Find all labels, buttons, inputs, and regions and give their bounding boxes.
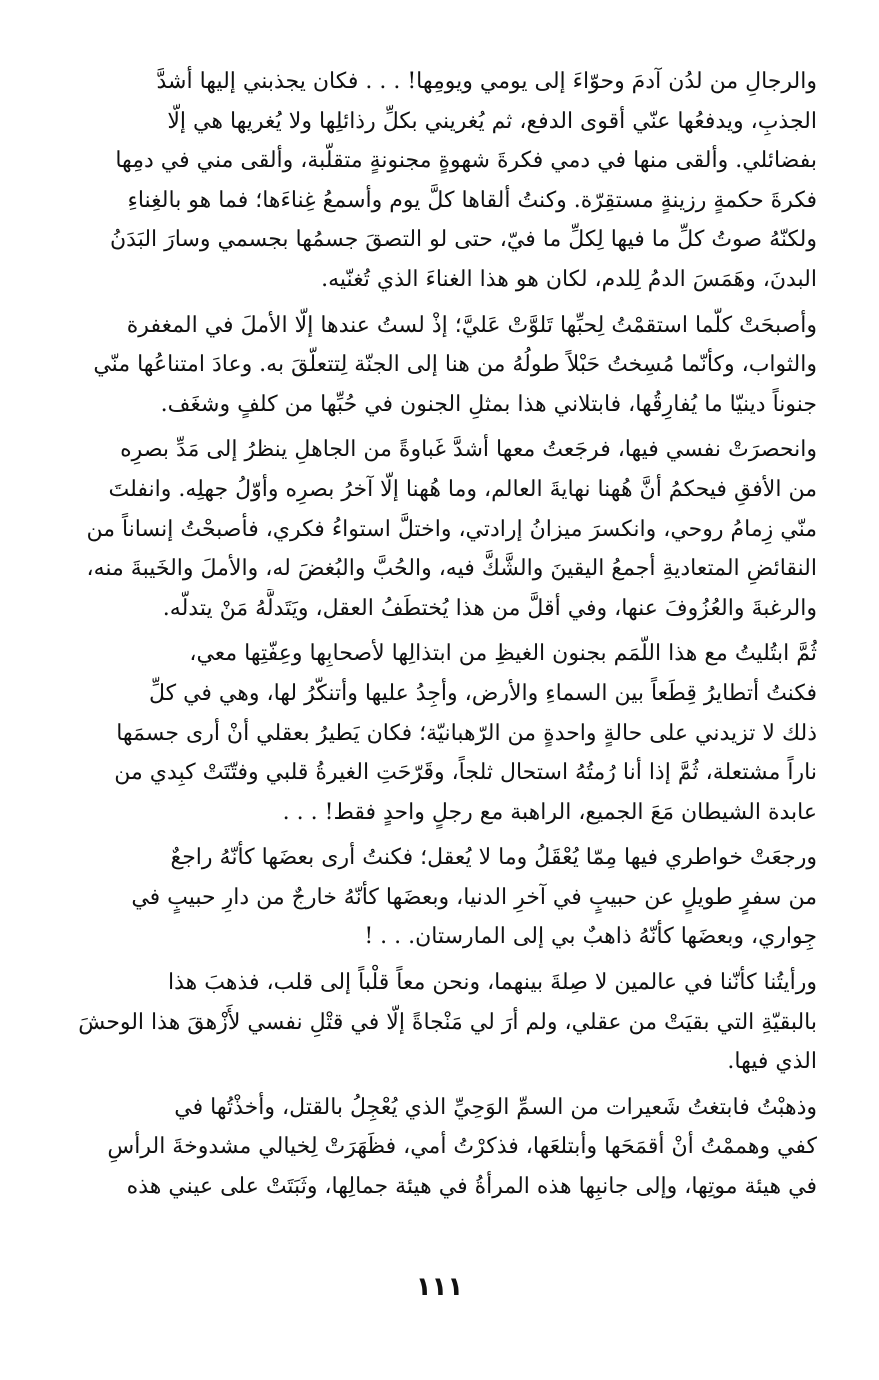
paragraph-1 [52,62,817,300]
text-line: جِواري، وبعضَها كأنّهُ ذاهبٌ بي إلى المارستان. . . ! [364,924,817,950]
text-line: ناراً مشتعلة، ثُمَّ إذا أنا رُمتُهُ استحال ثلجاً، وقَرّحَتِ الغيرةُ قلبي وفتّتَتْ كبِدي من [114,760,817,786]
text-line: ثُمَّ ابتُليتُ مع هذا اللّمَم بجنون الغيظِ من ابتذالِها لأصحابِها وعِفّتِها معي، [189,641,817,667]
text-line: ولكنّهُ صوتُ كلِّ ما فيها لِكلِّ ما فيّ، حتى لو التصقَ جسمُها بجسمي وسارَ البَدَنُ [109,227,817,253]
paragraph-6 [52,963,817,1082]
text-line: الذي فيها. [727,1049,817,1075]
text-line: الجذبِ، ويدفعُها عنّي أقوى الدفع، ثم يُغريني بكلِّ رذائلِها ولا يُغريها هي إلّا [167,108,817,134]
paragraph-3 [52,430,817,628]
text-line: كفي وهممْتُ أنْ أقمَحَها وأبتلعَها، فذكرْتُ أمي، فظَهَرَتْ لِخيالي مشدوخةَ الرأسِ [107,1134,817,1160]
text-line: بفضائلي. وألقى منها في دمي فكرةَ شهوةٍ مجنونةٍ متقلّبة، وألقى مني في دمِها [115,148,817,174]
paragraph-2 [52,306,817,425]
page-number: ١١١ [415,1272,464,1302]
text-line: والرغبةَ والعُزُوفَ عنها، وفي أقلَّ من هذا يُختطَفُ العقل، ويَتَدلَّهُ مَنْ يتدلّه. [162,595,817,621]
text-line: النقائضِ المتعاديةِ أجمعُ اليقينَ والشَّكَّ فيه، والحُبَّ والبُغضَ له، والأملَ والخَيبةَ منه، [86,556,817,582]
paragraph-4 [52,634,817,832]
text-line: ورجعَتْ خواطري فيها مِمّا يُعْقَلُ وما لا يُعقل؛ فكنتُ أرى بعضَها كأنّهُ راجعٌ [170,845,817,871]
paragraph-5 [52,838,817,957]
text-line: فكنتُ أتطايرُ قِطَعاً بين السماءِ والأرض، وأجِدُ عليها وأتنكّرُ لها، وهي في كلِّ [148,680,817,706]
text-body [52,62,817,1207]
text-line: فكرةَ حكمةٍ رزينةٍ مستقِرّة. وكنتُ ألقاها كلَّ يوم وأسمعُ غِناءَها؛ فما هو بالغِناءِ [127,187,817,213]
text-line: بالبقيّةِ التي بقيَتْ من عقلي، ولم أرَ لي مَنْجاةً إلّا في قتْلِ نفسي لأَزْهقَ هذا الوحشَ [78,1009,817,1035]
text-line: البدنَ، وهَمَسَ الدمُ لِلدم، لكان هو هذا الغناءَ الذي تُغنّيه. [321,266,817,292]
text-line: من الأفقِ فيحكمُ أنَّ هُهنا نهايةَ العالم، وما هُهنا إلّا آخرُ بصرِه وأوّلُ جهلِه. وانفلتَ [108,476,817,502]
text-line: وذهبْتُ فابتغتُ شَعيرات من السمِّ الوَحِيِّ الذي يُعْجِلُ بالقتل، وأخذْتُها في [174,1094,817,1120]
text-line: في هيئة موتِها، وإلى جانبِها هذه المرأةُ في هيئة جمالِها، وثَبَتَتْ على عيني هذه [126,1174,817,1200]
text-line: عابدة الشيطان مَعَ الجميع، الراهبة مع رجلٍ واحدٍ فقط! . . . [282,799,817,825]
text-line: وأصبحَتْ كلّما استقمْتُ لِحبِّها تَلوَّتْ عَليَّ؛ إذْ لستُ عندها إلّا الأملَ في المغفرة [126,312,817,338]
text-line: والرجالِ من لدُن آدمَ وحوّاءَ إلى يومي ويومِها! . . . فكان يجذبني إليها أشدَّ [156,69,817,94]
text-line: والثواب، وكأنّما مُسِختُ حَبْلاً طولُهُ من هنا إلى الجنّة لِتتعلّقَ به. وعادَ امتناعُها منّي [93,352,817,378]
text-line: وانحصرَتْ نفسي فيها، فرجَعتُ معها أشدَّ غَباوةً من الجاهلِ ينظرُ إلى مَدِّ بصرِه [120,437,817,463]
text-line: ذلك لا تزيدني على حالةٍ واحدةٍ من الرّهبانيّة؛ فكان يَطيرُ بعقلي أنْ أرى جسمَها [116,720,817,746]
text-line: جنوناً دينيّا ما يُفارِقُها، فابتلاني هذا بمثلِ الجنون في حُبِّها من كلفٍ وشغَف. [160,391,817,417]
paragraph-7 [52,1088,817,1207]
text-line: من سفرٍ طويلٍ عن حبيبٍ في آخرِ الدنيا، وبعضَها كأنّهُ خارجٌ من دارِ حبيبٍ في [131,884,817,910]
text-line: ورأيتُنا كأنّنا في عالمين لا صِلةَ بينهما، ونحن معاً قلْباً إلى قلب، فذهبَ هذا [168,970,817,996]
text-line: منّي زِمامُ روحي، وانكسرَ ميزانُ إرادتي، واختلَّ استواءُ فكري، فأصبحْتُ إنساناً من [86,516,817,542]
